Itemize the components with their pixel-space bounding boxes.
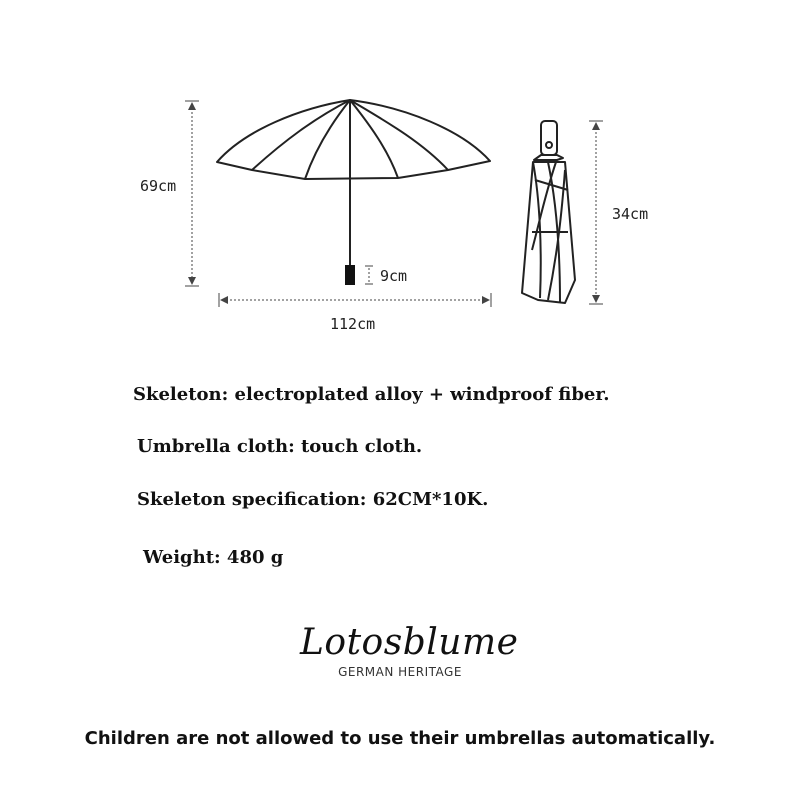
spec-skeleton: Skeleton: electroplated alloy + windproof fiber. xyxy=(133,384,610,405)
folded-length-label: 34cm xyxy=(612,205,649,223)
brand-tagline: GERMAN HERITAGE xyxy=(338,665,462,679)
spec-skeleton-specification: Skeleton specification: 62CM*10K. xyxy=(137,489,489,510)
height-open-label: 69cm xyxy=(140,177,177,195)
diameter-label: 112cm xyxy=(330,315,376,333)
spec-cloth: Umbrella cloth: touch cloth. xyxy=(137,436,423,457)
umbrella-dimension-diagram xyxy=(0,0,800,360)
spec-weight: Weight: 480 g xyxy=(143,547,284,568)
open-umbrella-drawing xyxy=(217,100,490,285)
handle-length-label: 9cm xyxy=(380,267,408,285)
brand-name: Lotosblume xyxy=(300,622,519,663)
safety-warning: Children are not allowed to use their umbrellas automatically. xyxy=(84,728,716,749)
folded-umbrella-drawing xyxy=(522,121,575,303)
brand-logo xyxy=(300,622,519,679)
